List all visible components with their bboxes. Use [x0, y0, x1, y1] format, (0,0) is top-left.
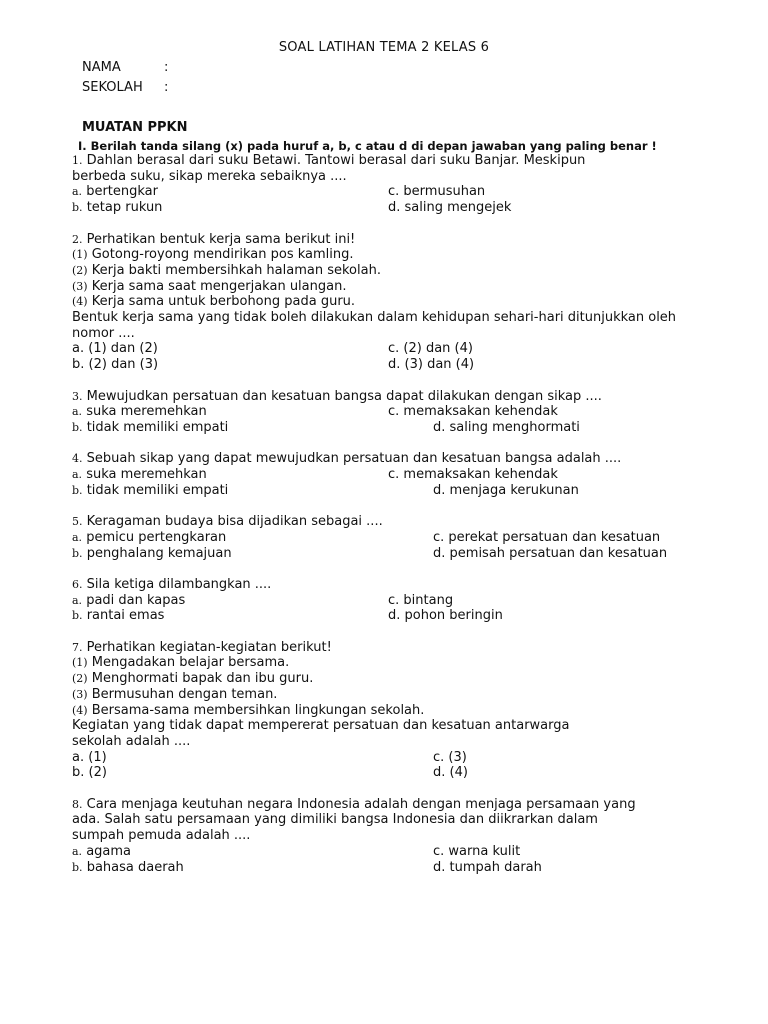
instruction-text: I. Berilah tanda silang (x) pada huruf a, b, c atau d di depan jawaban yang paling benar ! — [78, 139, 657, 153]
option-letter: d. — [433, 545, 446, 561]
option-text: perekat persatuan dan kesatuan — [448, 529, 661, 545]
option-row — [72, 483, 732, 499]
question-stem-line-text: Mewujudkan persatuan dan kesatuan bangsa dapat dilakukan dengan sikap .... — [86, 388, 602, 404]
question-stem-line-number: 7. — [72, 640, 83, 654]
question-item — [72, 655, 732, 671]
option-letter: c. — [388, 341, 400, 357]
option-text: menjaga kerukunan — [449, 482, 579, 498]
option-letter: c. — [433, 749, 445, 765]
question-stem-line-text: Dahlan berasal dari suku Betawi. Tantowi berasal dari suku Banjar. Meskipun — [86, 153, 586, 168]
option-a[interactable] — [72, 184, 158, 199]
question-item — [72, 294, 732, 310]
question-item-number: (3) — [72, 687, 88, 701]
option-text: rantai emas — [86, 608, 165, 624]
question-stem-line-number: 4. — [72, 452, 83, 466]
school-colon: : — [164, 80, 169, 95]
question-item-number: (2) — [72, 672, 88, 686]
question-item-number: (3) — [72, 279, 88, 293]
question-stem-line-text: nomor .... — [72, 325, 135, 341]
option-col-left — [72, 844, 433, 860]
question-stem-line — [72, 577, 732, 593]
option-letter: a. — [72, 405, 83, 419]
question-stem-line-text: Cara menjaga keutuhan negara Indonesia adalah dengan menjaga persamaan yang — [86, 796, 636, 812]
option-text: padi dan kapas — [86, 592, 186, 608]
option-text: agama — [86, 843, 132, 859]
option-a[interactable] — [72, 341, 158, 356]
question-item-text: Mengadakan belajar bersama. — [91, 655, 290, 671]
option-text: (1) dan (2) — [88, 341, 158, 357]
question-4 — [72, 451, 732, 498]
option-text: saling mengejek — [404, 200, 512, 216]
option-text: suka meremehkan — [86, 404, 207, 420]
question-item — [72, 671, 732, 687]
option-c[interactable] — [433, 530, 660, 545]
section-heading: MUATAN PPKN — [82, 120, 188, 135]
question-item — [72, 703, 732, 719]
question-item-number: (1) — [72, 248, 88, 262]
question-item-number: (4) — [72, 295, 88, 309]
option-text: bintang — [403, 592, 454, 608]
option-letter: b. — [72, 860, 83, 874]
option-b[interactable] — [72, 200, 162, 215]
question-7 — [72, 640, 732, 781]
option-col-left — [72, 357, 388, 373]
option-row — [72, 420, 732, 436]
option-text: (2) dan (3) — [88, 357, 159, 373]
option-c[interactable] — [433, 844, 520, 859]
option-letter: b. — [72, 546, 83, 560]
option-col-right — [388, 608, 503, 624]
option-text: bertengkar — [86, 184, 158, 200]
option-col-left — [72, 184, 388, 200]
option-letter: a. — [72, 844, 83, 858]
question-item-text: Bersama-sama membersihkan lingkungan sekolah. — [91, 702, 425, 718]
option-a[interactable] — [72, 750, 107, 765]
option-letter: b. — [72, 765, 85, 781]
option-col-left — [72, 765, 433, 781]
option-letter: a. — [72, 749, 85, 765]
option-col-right — [388, 200, 511, 216]
question-stem-line — [72, 169, 732, 185]
option-letter: b. — [72, 201, 83, 215]
option-letter: a. — [72, 468, 83, 482]
option-letter: d. — [433, 859, 446, 875]
option-text: saling menghormati — [449, 419, 580, 435]
option-col-left — [72, 341, 388, 357]
option-text: tumpah darah — [449, 859, 542, 875]
question-stem-line-text: Perhatikan bentuk kerja sama berikut ini! — [86, 231, 356, 247]
option-letter: a. — [72, 530, 83, 544]
name-colon: : — [164, 60, 169, 75]
option-d[interactable] — [388, 200, 511, 215]
option-row — [72, 341, 732, 357]
option-row — [72, 546, 732, 562]
question-item — [72, 263, 732, 279]
question-item-text: Gotong-royong mendirikan pos kamling. — [91, 247, 354, 263]
question-item — [72, 279, 732, 295]
question-2 — [72, 232, 732, 373]
question-stem-line-number: 5. — [72, 515, 83, 529]
option-b[interactable] — [72, 765, 107, 780]
question-stem-line — [72, 514, 732, 530]
document-title: SOAL LATIHAN TEMA 2 KELAS 6 — [278, 40, 490, 55]
question-stem-line — [72, 797, 732, 813]
option-b[interactable] — [72, 608, 164, 623]
question-stem-line-text: Sila ketiga dilambangkan .... — [86, 576, 272, 592]
option-a[interactable] — [72, 593, 185, 608]
option-letter: d. — [388, 357, 401, 373]
option-row — [72, 200, 732, 216]
option-text: suka meremehkan — [86, 467, 207, 483]
option-letter: c. — [388, 467, 400, 483]
question-item-number: (2) — [72, 263, 88, 277]
option-col-right — [433, 750, 467, 766]
option-letter: b. — [72, 609, 83, 623]
option-letter: a. — [72, 593, 83, 607]
question-8 — [72, 797, 732, 876]
option-row — [72, 860, 732, 876]
option-text: pemicu pertengkaran — [86, 529, 227, 545]
option-d[interactable] — [433, 546, 667, 561]
option-a[interactable] — [72, 404, 207, 419]
option-d[interactable] — [433, 483, 579, 498]
option-d[interactable] — [433, 765, 468, 780]
question-stem-line-number: 3. — [72, 389, 83, 403]
option-text: tidak memiliki empati — [86, 482, 229, 498]
school-field — [82, 80, 168, 95]
question-stem-line-text: sumpah pemuda adalah .... — [72, 828, 251, 844]
question-stem-line — [72, 812, 732, 828]
option-text: pemisah persatuan dan kesatuan — [449, 545, 668, 561]
question-stem-line-text: Sebuah sikap yang dapat mewujudkan persatuan dan kesatuan bangsa adalah .... — [86, 451, 622, 467]
option-row — [72, 467, 732, 483]
question-1 — [72, 153, 732, 216]
option-letter: d. — [433, 765, 446, 781]
option-text: tidak memiliki empati — [86, 419, 229, 435]
option-row — [72, 184, 732, 200]
option-text: (2) — [88, 765, 107, 781]
option-text: (4) — [449, 765, 468, 781]
option-text: tetap rukun — [86, 200, 163, 216]
option-col-right — [433, 765, 468, 781]
question-6 — [72, 577, 732, 624]
question-item-number: (4) — [72, 703, 88, 717]
option-c[interactable] — [388, 467, 558, 482]
option-c[interactable] — [388, 593, 453, 608]
option-text: (1) — [88, 749, 107, 765]
name-label: NAMA — [82, 60, 121, 75]
question-stem-line — [72, 640, 732, 656]
option-b[interactable] — [72, 546, 232, 561]
option-letter: b. — [72, 357, 85, 373]
option-text: pohon beringin — [404, 608, 503, 624]
option-text: bermusuhan — [403, 184, 486, 200]
option-col-right — [388, 593, 453, 609]
question-stem-line-text: Kegiatan yang tidak dapat mempererat persatuan dan kesatuan antarwarga — [72, 718, 570, 734]
option-col-left — [72, 750, 433, 766]
option-d[interactable] — [388, 357, 474, 372]
option-a[interactable] — [72, 844, 131, 859]
question-stem-line — [72, 718, 732, 734]
option-letter: d. — [433, 482, 446, 498]
option-letter: a. — [72, 185, 83, 199]
option-text: memaksakan kehendak — [403, 404, 558, 420]
option-b[interactable] — [72, 860, 184, 875]
question-stem-line-number: 2. — [72, 232, 83, 246]
option-row — [72, 765, 732, 781]
option-col-right — [433, 546, 667, 562]
option-col-left — [72, 483, 433, 499]
question-item-number: (1) — [72, 656, 88, 670]
option-col-left — [72, 530, 433, 546]
option-letter: c. — [388, 592, 400, 608]
option-a[interactable] — [72, 467, 207, 482]
option-row — [72, 750, 732, 766]
option-row — [72, 593, 732, 609]
option-letter: c. — [388, 404, 400, 420]
option-letter: d. — [388, 608, 401, 624]
option-row — [72, 844, 732, 860]
option-col-right — [433, 860, 542, 876]
option-col-right — [388, 404, 558, 420]
option-col-left — [72, 200, 388, 216]
option-a[interactable] — [72, 530, 226, 545]
option-col-right — [433, 420, 580, 436]
option-letter: c. — [388, 184, 400, 200]
question-stem-line-text: ada. Salah satu persamaan yang dimiliki bangsa Indonesia dan diikrarkan dalam — [72, 812, 598, 828]
question-stem-line-text: Bentuk kerja sama yang tidak boleh dilakukan dalam kehidupan sehari-hari ditunjukkan oleh — [72, 310, 677, 326]
option-text: (2) dan (4) — [403, 341, 473, 357]
question-item-text: Kerja sama saat mengerjakan ulangan. — [91, 278, 347, 294]
option-col-right — [388, 467, 558, 483]
option-text: (3) dan (4) — [404, 357, 475, 373]
option-letter: a. — [72, 341, 85, 357]
option-letter: d. — [388, 200, 401, 216]
option-col-left — [72, 420, 433, 436]
question-stem-line-number: 6. — [72, 577, 83, 591]
question-3 — [72, 389, 732, 436]
option-col-left — [72, 404, 388, 420]
question-stem-line — [72, 389, 732, 405]
option-d[interactable] — [388, 608, 503, 623]
option-row — [72, 404, 732, 420]
option-col-right — [388, 184, 485, 200]
option-letter: b. — [72, 420, 83, 434]
option-d[interactable] — [433, 420, 580, 435]
option-letter: c. — [433, 843, 445, 859]
option-text: warna kulit — [448, 843, 521, 859]
question-stem-line — [72, 451, 732, 467]
option-letter: c. — [433, 529, 445, 545]
option-text: memaksakan kehendak — [403, 467, 558, 483]
question-stem-line-text: Keragaman budaya bisa dijadikan sebagai .... — [86, 514, 383, 530]
option-letter: b. — [72, 483, 83, 497]
question-item — [72, 687, 732, 703]
option-col-left — [72, 546, 433, 562]
option-row — [72, 608, 732, 624]
option-row — [72, 357, 732, 373]
option-col-left — [72, 860, 433, 876]
question-item-text: Kerja sama untuk berbohong pada guru. — [91, 294, 356, 310]
option-row — [72, 530, 732, 546]
question-stem-line — [72, 232, 732, 248]
option-col-left — [72, 467, 388, 483]
option-col-right — [388, 357, 474, 373]
question-stem-line-text: Perhatikan kegiatan-kegiatan berikut! — [86, 639, 332, 655]
option-d[interactable] — [433, 860, 542, 875]
option-c[interactable] — [433, 750, 467, 765]
option-c[interactable] — [388, 341, 473, 356]
option-col-right — [433, 483, 579, 499]
option-c[interactable] — [388, 404, 558, 419]
name-field — [82, 60, 168, 75]
question-5 — [72, 514, 732, 561]
option-col-left — [72, 593, 388, 609]
question-item-text: Menghormati bapak dan ibu guru. — [91, 671, 314, 687]
option-b[interactable] — [72, 357, 158, 372]
question-stem-line — [72, 828, 732, 844]
option-col-right — [433, 844, 520, 860]
option-b[interactable] — [72, 483, 228, 498]
question-stem-line-text: sekolah adalah .... — [72, 733, 191, 749]
question-item — [72, 247, 732, 263]
option-text: penghalang kemajuan — [86, 545, 232, 561]
option-letter: d. — [433, 419, 446, 435]
option-b[interactable] — [72, 420, 228, 435]
question-stem-line — [72, 734, 732, 750]
option-c[interactable] — [388, 184, 485, 199]
question-stem-line-number: 1. — [72, 154, 83, 167]
question-list — [72, 153, 732, 891]
option-col-right — [433, 530, 660, 546]
question-stem-line — [72, 153, 732, 169]
option-col-left — [72, 608, 388, 624]
option-text: (3) — [448, 749, 467, 765]
question-stem-line — [72, 310, 732, 326]
question-item-text: Kerja bakti membersihkah halaman sekolah. — [91, 262, 381, 278]
question-stem-line — [72, 326, 732, 342]
question-stem-line-text: berbeda suku, sikap mereka sebaiknya .... — [72, 168, 347, 184]
option-col-right — [388, 341, 473, 357]
question-stem-line-number: 8. — [72, 797, 83, 811]
question-item-text: Bermusuhan dengan teman. — [91, 686, 278, 702]
option-text: bahasa daerah — [86, 859, 184, 875]
school-label: SEKOLAH — [82, 80, 143, 95]
